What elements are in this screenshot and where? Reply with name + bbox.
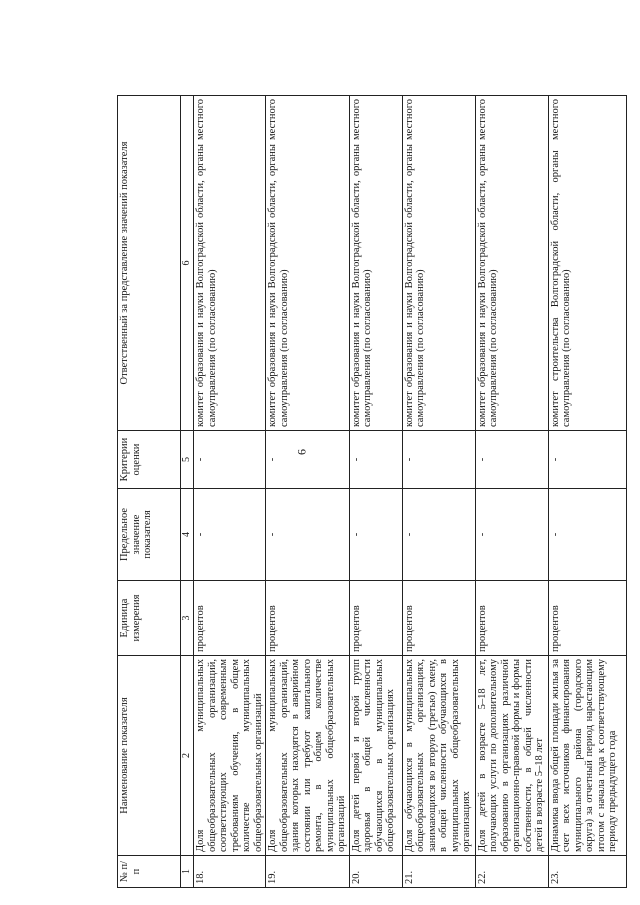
unit: процентов — [475, 581, 548, 656]
table-row — [548, 96, 626, 888]
rotated-table-container — [117, 96, 637, 888]
unit: процентов — [266, 581, 350, 656]
table-row — [475, 96, 548, 888]
unit: процентов — [402, 581, 475, 656]
header-responsible: Ответственный за представление значений показателя — [118, 96, 181, 431]
header-limit-value: Предельное значение показателя — [118, 489, 181, 581]
header-number: № п/п — [118, 856, 181, 888]
responsible: комитет образования и науки Волгоградской области, органы местного самоуправления (по согласованию) — [349, 96, 402, 431]
limit-value: - — [475, 489, 548, 581]
responsible: комитет образования и науки Волгоградской области, органы местного самоуправления (по согласованию) — [194, 96, 266, 431]
indicator-name: Доля детей в возрасте 5–18 лет, получающих услуги по дополнительному образованию в организациях различной организационно-правовой формы и формы собственности, в общей численности детей в возрасте 5–18 лет — [475, 656, 548, 856]
page-number: 6 — [294, 449, 309, 455]
column-number: 1 — [181, 856, 194, 888]
header-unit: Единица измерения — [118, 581, 181, 656]
column-number: 3 — [181, 581, 194, 656]
column-number: 6 — [181, 96, 194, 431]
responsible: комитет образования и науки Волгоградской области, органы местного самоуправления (по согласованию) — [402, 96, 475, 431]
indicator-name: Динамика ввода общей площади жилья за счет всех источников финансирования муниципального района (городского округа) за отчетный период нарастающим итогом с начала года к соответствующему периоду предыдущего года — [548, 656, 626, 856]
row-number: 20. — [349, 856, 402, 888]
indicator-name: Доля детей первой и второй групп здоровья в общей численности обучающихся в муниципальных общеобразовательных организациях — [349, 656, 402, 856]
limit-value: - — [349, 489, 402, 581]
column-number: 4 — [181, 489, 194, 581]
limit-value: - — [266, 489, 350, 581]
limit-value: - — [548, 489, 626, 581]
responsible: комитет образования и науки Волгоградской области, органы местного самоуправления (по согласованию) — [266, 96, 350, 431]
row-number: 21. — [402, 856, 475, 888]
table-row — [266, 96, 350, 888]
limit-value: - — [194, 489, 266, 581]
responsible: комитет образования и науки Волгоградской области, органы местного самоуправления (по согласованию) — [475, 96, 548, 431]
criteria: - — [266, 431, 350, 489]
indicator-name: Доля обучающихся в муниципальных общеобразовательных организациях, занимающихся во вторую (третью) смену, в общей численности обучающихся в муниципальных общеобразовательных организациях — [402, 656, 475, 856]
criteria: - — [475, 431, 548, 489]
table-row — [194, 96, 266, 888]
indicators-table — [117, 95, 627, 888]
table-row — [402, 96, 475, 888]
row-number: 23. — [548, 856, 626, 888]
column-numbers-row — [181, 96, 194, 888]
row-number: 19. — [266, 856, 350, 888]
indicator-name: Доля муниципальных общеобразовательных организаций, здания которых находятся в аварийном состоянии или требуют капитального ремонта, в общем количестве муниципальных общеобразовательных организаций — [266, 656, 350, 856]
row-number: 22. — [475, 856, 548, 888]
indicator-name: Доля муниципальных общеобразовательных организаций, соответствующих современным требованиям обучения, в общем количестве муниципальных общеобразовательных организаций — [194, 656, 266, 856]
column-number: 5 — [181, 431, 194, 489]
header-criteria: Критерии оценки — [118, 431, 181, 489]
unit: процентов — [194, 581, 266, 656]
unit: процентов — [349, 581, 402, 656]
unit: процентов — [548, 581, 626, 656]
criteria: - — [402, 431, 475, 489]
table-row — [349, 96, 402, 888]
limit-value: - — [402, 489, 475, 581]
criteria: - — [349, 431, 402, 489]
table-header-row — [118, 96, 181, 888]
header-indicator-name: Наименование показателя — [118, 656, 181, 856]
row-number: 18. — [194, 856, 266, 888]
responsible: комитет строительства Волгоградской области, органы местного самоуправления (по согласованию) — [548, 96, 626, 431]
column-number: 2 — [181, 656, 194, 856]
criteria: - — [194, 431, 266, 489]
criteria: - — [548, 431, 626, 489]
